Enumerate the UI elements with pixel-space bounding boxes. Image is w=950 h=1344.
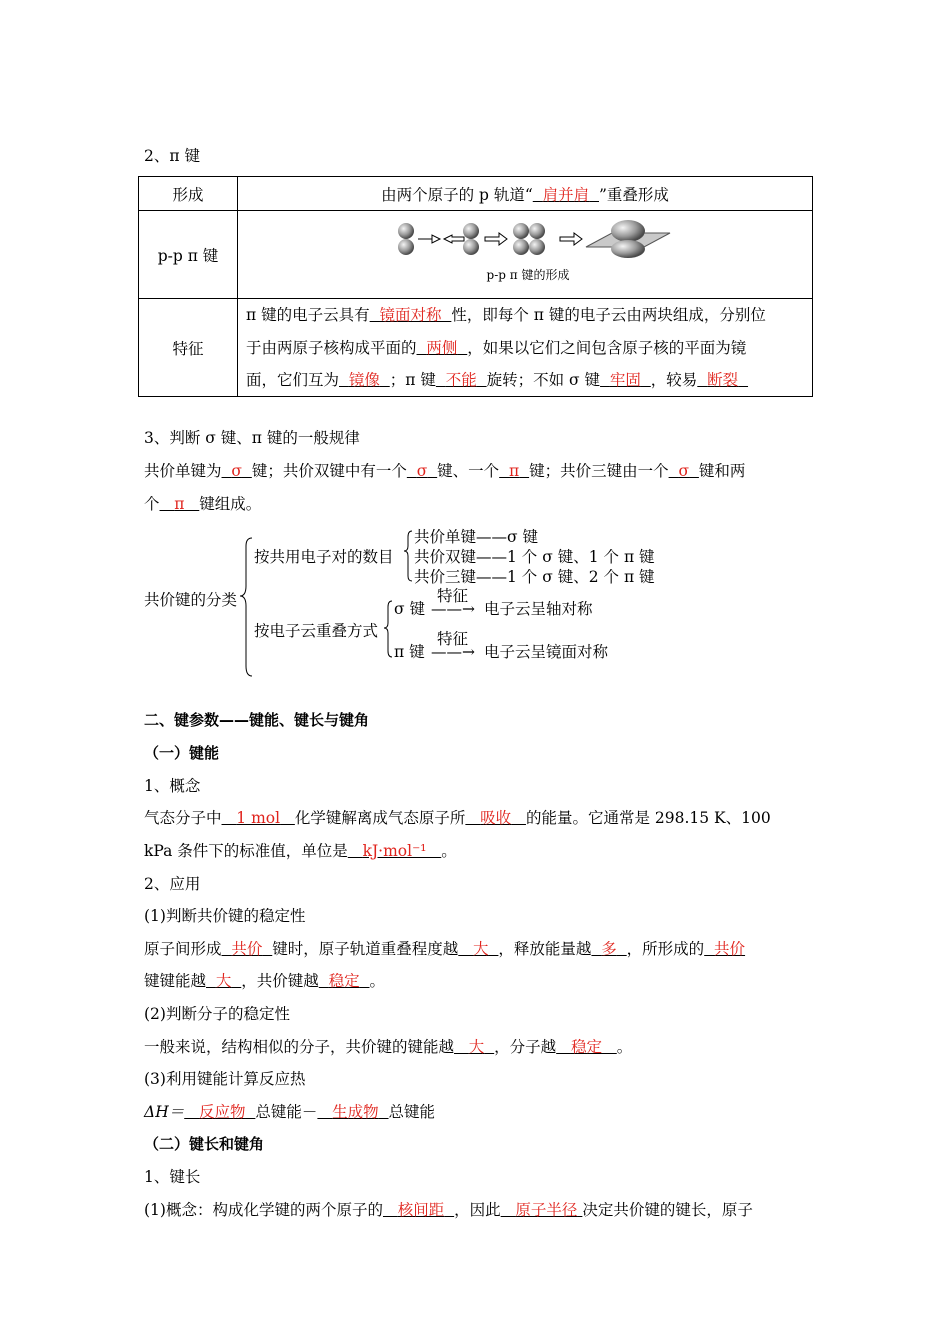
concept-heading: 1、概念 [144, 777, 201, 795]
application-3-heading: (3)利用键能计算反应热 [144, 1070, 306, 1088]
pi-bond-label: π 键 [394, 643, 425, 661]
branch-by-pairs: 按共用电子对的数目 [254, 548, 394, 566]
feature-line-2: 于由两原子核构成平面的 两侧 ，如果以它们之间包含原子核的平面为镜 [246, 339, 747, 357]
row-label-feature: 特征 [139, 299, 238, 397]
classification-root: 共价键的分类 [144, 591, 238, 609]
pi-arrow: ——→ [431, 643, 475, 661]
rule-line-2: 个 π 键组成。 [144, 495, 262, 513]
branch-by-overlap: 按电子云重叠方式 [254, 622, 379, 640]
formation-cell: 由两个原子的 p 轨道“ 肩并肩 ”重叠形成 [238, 177, 813, 211]
application-2-line: 一般来说，结构相似的分子，共价键的键能越 大 ，分子越 稳定 。 [144, 1038, 633, 1056]
application-1-line-1: 原子间形成 共价 键时，原子轨道重叠程度越 大 ，释放能量越 多 ，所形成的 共价 [144, 940, 746, 958]
section-heading-pi: 2、π 键 [144, 147, 200, 165]
double-bond-item: 共价双键——1 个 σ 键、1 个 π 键 [414, 548, 655, 566]
row-label-formation: 形成 [139, 177, 238, 211]
application-heading: 2、应用 [144, 875, 201, 893]
pi-result: 电子云呈镜面对称 [484, 643, 609, 661]
application-2-heading: (2)判断分子的稳定性 [144, 1005, 290, 1023]
concept-line-1: 气态分子中 1 mol 化学键解离成气态原子所 吸收 的能量。它通常是 298.15 K、100 [144, 809, 771, 827]
enthalpy-line: ΔH＝ 反应物 总键能－ 生成物 总键能 [144, 1103, 436, 1121]
sigma-feature-label: 特征 [437, 587, 469, 605]
pi-feature-label: 特征 [437, 630, 469, 648]
sigma-bond-label: σ 键 [394, 600, 426, 618]
application-1-line-2: 键键能越 大 ，共价键越 稳定 。 [144, 972, 386, 990]
row-label-ppi: p-p π 键 [139, 211, 238, 299]
triple-bond-item: 共价三键——1 个 σ 键、2 个 π 键 [414, 568, 655, 586]
sigma-result: 电子云呈轴对称 [484, 600, 593, 618]
feature-line-1: π 键的电子云具有 镜面对称 性，即每个 π 键的电子云由两块组成，分别位 [246, 306, 766, 324]
bond-length-subheading: （二）键长和键角 [144, 1135, 265, 1153]
bond-length-heading: 1、键长 [144, 1168, 201, 1186]
application-1-heading: (1)判断共价键的稳定性 [144, 907, 306, 925]
concept-line-2: kPa 条件下的标准值，单位是 kJ·mol⁻¹ 。 [144, 842, 457, 860]
params-heading: 二、键参数——键能、键长与键角 [144, 711, 370, 729]
feature-line-3: 面，它们互为 镜像 ；π 键 不能 旋转；不如 σ 键 牢固 ，较易 断裂 [246, 371, 739, 389]
diagram-caption: p-p π 键的形成 [486, 268, 570, 282]
sigma-arrow: ——→ [431, 600, 475, 618]
bond-length-line: (1)概念：构成化学键的两个原子的 核间距 ，因此 原子半径 决定共价键的键长，原子 [144, 1201, 753, 1219]
single-bond-item: 共价单键——σ 键 [414, 528, 539, 546]
rule-heading: 3、判断 σ 键、π 键的一般规律 [144, 429, 360, 447]
bond-energy-subheading: （一）键能 [144, 744, 220, 762]
rule-line-1: 共价单键为 σ 键；共价双键中有一个 σ 键、一个 π 键；共价三键由一个 σ 键和两 [144, 462, 746, 480]
answer-blank: 肩并肩 [542, 185, 590, 204]
